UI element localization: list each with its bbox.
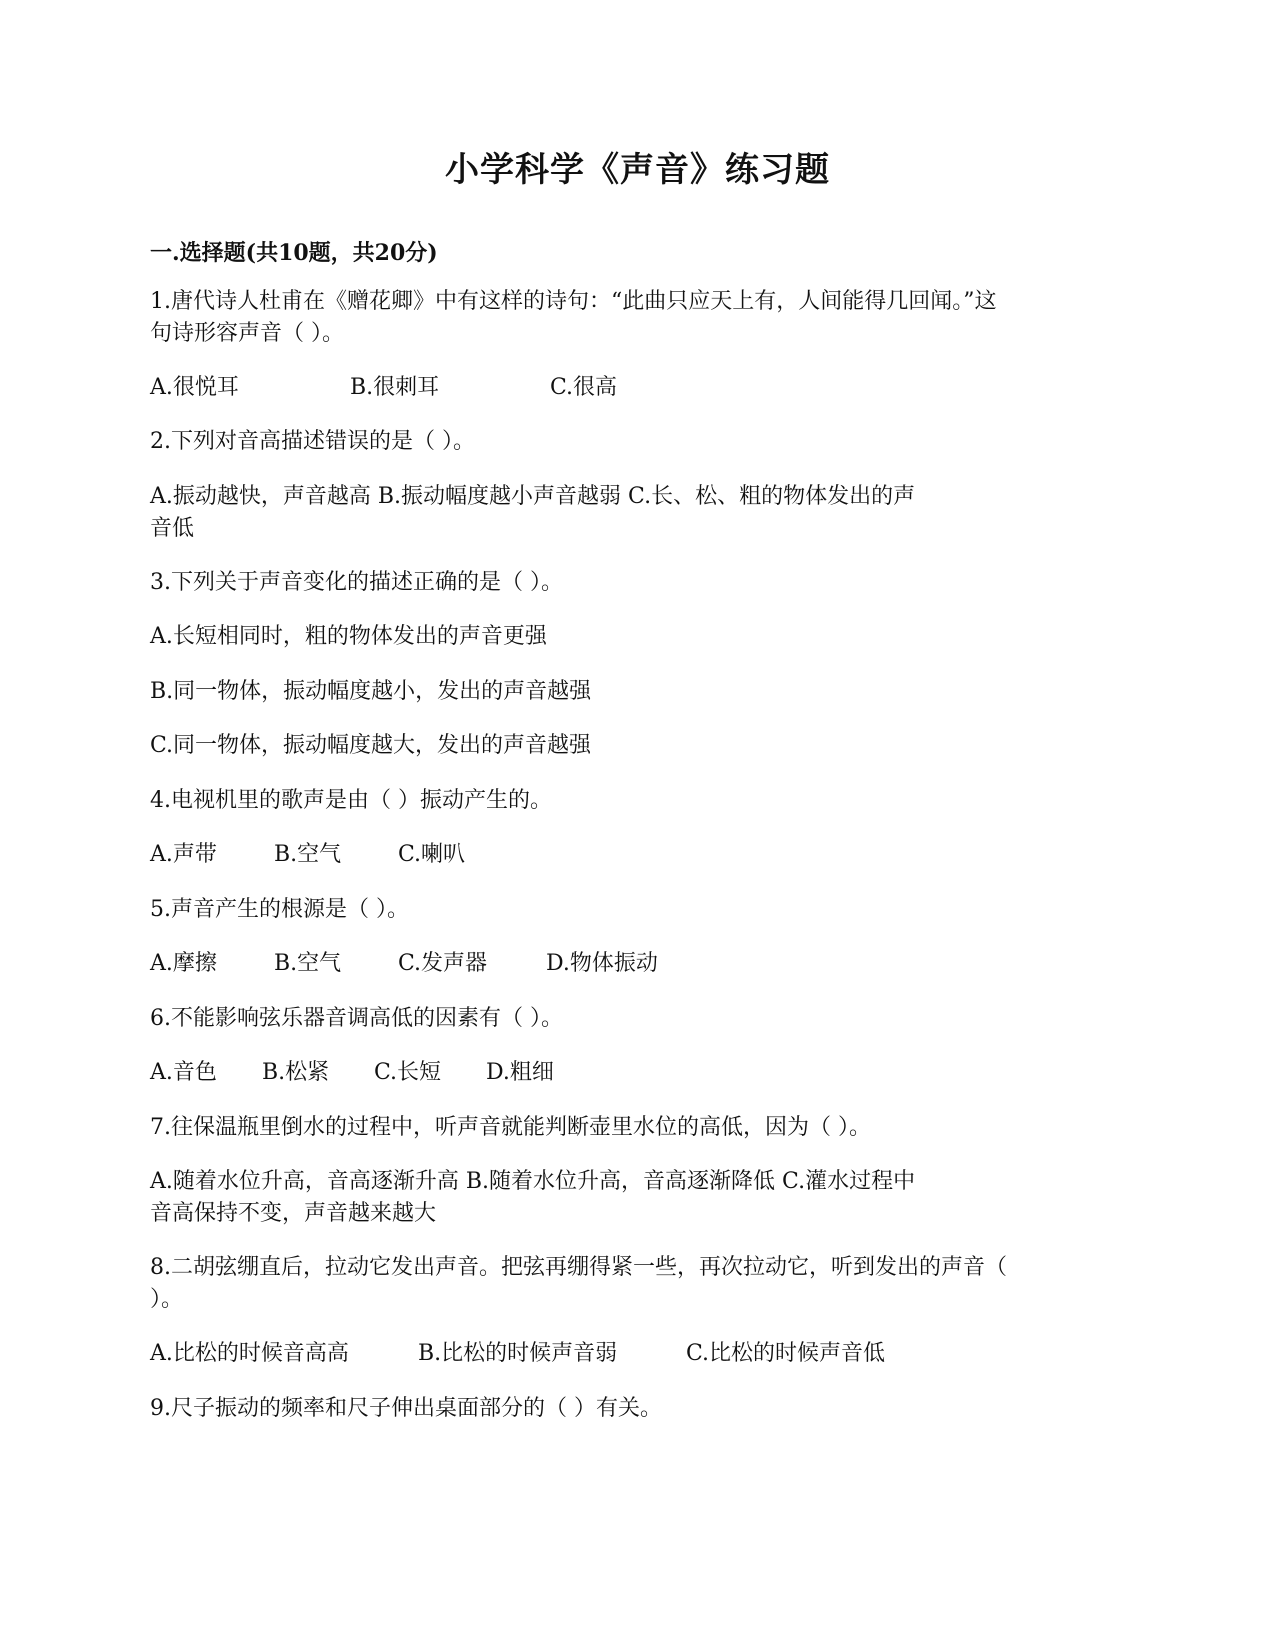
question-3-option-c[interactable]: C.同一物体，振动幅度越大，发出的声音越强	[150, 733, 592, 758]
question-7-text: 7.往保温瓶里倒水的过程中，听声音就能判断壶里水位的高低，因为（ ）。	[150, 1115, 871, 1140]
section-heading: 一.选择题(共10题，共20分)	[150, 240, 438, 266]
question-8-text-line-2: ）。	[150, 1287, 184, 1312]
question-1-options	[150, 372, 1125, 404]
question-2-options-line-2[interactable]: 音低	[150, 516, 195, 541]
option-c[interactable]: C.发声器	[398, 951, 488, 976]
option-a[interactable]: A.摩擦	[150, 951, 217, 976]
question-1-text-line-2: 句诗形容声音（ ）。	[150, 321, 344, 346]
question-3-option-b[interactable]: B.同一物体，振动幅度越小，发出的声音越强	[150, 679, 592, 704]
option-c[interactable]: C.比松的时候声音低	[686, 1341, 886, 1366]
question-8-text-line-1: 8.二胡弦绷直后，拉动它发出声音。把弦再绷得紧一些，再次拉动它，听到发出的声音（	[150, 1255, 1007, 1280]
question-1-text-line-1: 1.唐代诗人杜甫在《赠花卿》中有这样的诗句：“此曲只应天上有，人间能得几回闻。”这	[150, 289, 997, 314]
question-6-text: 6.不能影响弦乐器音调高低的因素有（ ）。	[150, 1006, 563, 1031]
question-2-options-line-1[interactable]: A.振动越快，声音越高 B.振动幅度越小声音越弱 C.长、松、粗的物体发出的声	[150, 484, 916, 509]
page-title: 小学科学《声音》练习题	[445, 150, 830, 190]
option-a[interactable]: A.比松的时候音高高	[150, 1341, 349, 1366]
option-c[interactable]: C.长短	[374, 1060, 442, 1085]
option-a[interactable]: A.很悦耳	[150, 375, 239, 400]
question-9-text: 9.尺子振动的频率和尺子伸出桌面部分的（ ）有关。	[150, 1396, 662, 1421]
option-a[interactable]: A.声带	[150, 842, 217, 867]
question-5-text: 5.声音产生的根源是（ ）。	[150, 897, 409, 922]
question-6-options	[150, 1057, 1125, 1089]
option-c[interactable]: C.喇叭	[398, 842, 466, 867]
question-3-option-a[interactable]: A.长短相同时，粗的物体发出的声音更强	[150, 624, 547, 649]
question-4-options	[150, 839, 1125, 871]
question-4-text: 4.电视机里的歌声是由（ ）振动产生的。	[150, 788, 552, 813]
option-b[interactable]: B.很刺耳	[350, 375, 440, 400]
question-7-options-line-2[interactable]: 音高保持不变，声音越来越大	[150, 1201, 437, 1226]
option-b[interactable]: B.松紧	[262, 1060, 330, 1085]
option-b[interactable]: B.空气	[274, 842, 342, 867]
option-b[interactable]: B.空气	[274, 951, 342, 976]
question-8-options	[150, 1338, 1125, 1370]
question-5-options	[150, 948, 1125, 980]
option-b[interactable]: B.比松的时候声音弱	[418, 1341, 618, 1366]
option-d[interactable]: D.粗细	[486, 1060, 554, 1085]
question-7-options-line-1[interactable]: A.随着水位升高，音高逐渐升高 B.随着水位升高，音高逐渐降低 C.灌水过程中	[150, 1169, 916, 1194]
option-a[interactable]: A.音色	[150, 1060, 217, 1085]
option-c[interactable]: C.很高	[550, 375, 618, 400]
question-3-text: 3.下列关于声音变化的描述正确的是（ ）。	[150, 570, 563, 595]
option-d[interactable]: D.物体振动	[546, 951, 658, 976]
question-2-text: 2.下列对音高描述错误的是（ ）。	[150, 429, 475, 454]
